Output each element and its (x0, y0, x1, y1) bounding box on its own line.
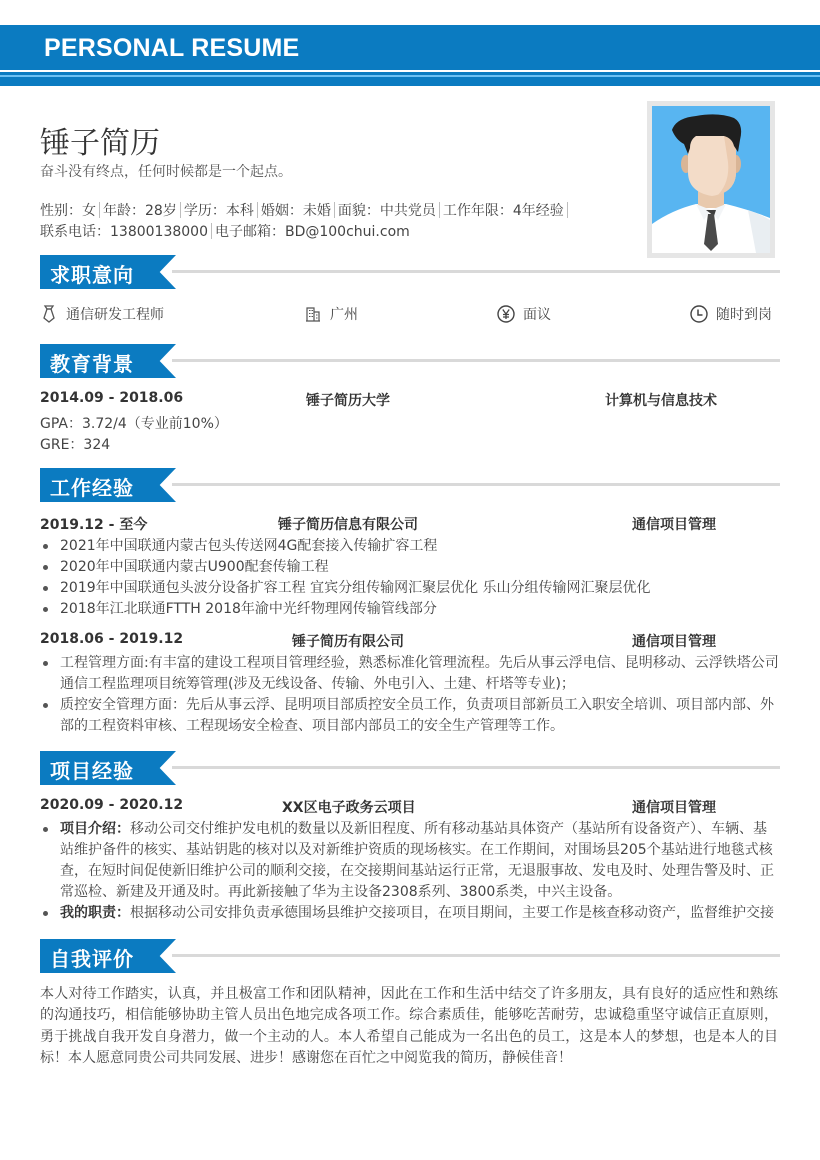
candidate-name: 锤子简历 (40, 126, 160, 161)
work-period: 2018.06 - 2019.12 (40, 631, 184, 647)
separator (334, 202, 335, 218)
header-title: PERSONAL RESUME (44, 34, 300, 62)
work-position: 通信项目管理 (632, 517, 716, 533)
list-item (40, 903, 780, 924)
work-company: 锤子简历有限公司 (292, 634, 404, 650)
education-period: 2014.09 - 2018.06 (40, 390, 184, 406)
heading-rule (172, 766, 780, 769)
contact-info-line (40, 221, 410, 241)
separator (180, 202, 181, 218)
project-row (40, 797, 780, 817)
intent-position (40, 304, 164, 324)
info-experience: 工作年限：4年经验 (442, 203, 564, 219)
heading-label: 项目经验 (50, 759, 134, 783)
heading-rule (172, 359, 780, 362)
info-gender: 性别：女 (40, 203, 96, 219)
intent-city-label: 广州 (330, 307, 358, 323)
info-education: 学历：本科 (183, 203, 254, 219)
project-role: 通信项目管理 (632, 800, 716, 816)
work-period: 2019.12 - 至今 (40, 517, 148, 533)
intent-city (304, 304, 358, 324)
info-age: 年龄：28岁 (103, 203, 177, 219)
heading-rule (172, 270, 780, 273)
list-item: 2019年中国联通包头波分设备扩容工程 宜宾分组传输网汇聚层优化 乐山分组传输网汇聚层优化 (40, 578, 780, 599)
avatar (647, 101, 775, 258)
info-political: 面貌：中共党员 (337, 203, 436, 219)
building-icon (304, 305, 322, 323)
section-heading-education (40, 344, 780, 378)
section-heading-project (40, 751, 780, 785)
separator (211, 223, 212, 239)
header-divider (0, 70, 820, 72)
clock-icon (690, 305, 708, 323)
education-major: 计算机与信息技术 (605, 393, 717, 409)
separator (567, 202, 568, 218)
work-1-bullets (40, 536, 780, 620)
project-period: 2020.09 - 2020.12 (40, 797, 184, 813)
list-item: 工程管理方面:有丰富的建设工程项目管理经验，熟悉标准化管理流程。先后从事云浮电信、昆明移动、云浮铁塔公司通信工程监理项目统筹管理(涉及无线设备、传输、外电引入、土建、杆塔等专业)； (40, 653, 780, 695)
intent-availability (690, 304, 772, 324)
list-item: 质控安全管理方面：先后从事云浮、昆明项目部质控安全员工作，负责项目部新员工入职安全培训、项目部内部、外部的工程资料审核、工程现场安全检查、项目部内部员工的安全生产管理等工作。 (40, 695, 780, 737)
list-item: 2018年江北联通FTTH 2018年渝中光纤物理网传输管线部分 (40, 599, 780, 620)
info-email: 电子邮箱：BD@100chui.com (214, 224, 410, 240)
education-gpa: GPA：3.72/4（专业前10%） (40, 416, 228, 432)
separator (439, 202, 440, 218)
work-row-1 (40, 514, 780, 534)
section-heading-self-evaluation (40, 939, 780, 973)
header-banner (0, 25, 820, 86)
education-school: 锤子简历大学 (306, 393, 390, 409)
tie-icon (40, 305, 58, 323)
motto: 奋斗没有终点，任何时候都是一个起点。 (40, 164, 292, 180)
avatar-illustration (652, 106, 770, 253)
project-name: XX区电子政务云项目 (282, 800, 416, 816)
work-position: 通信项目管理 (632, 634, 716, 650)
list-item: 2020年中国联通内蒙古U900配套传输工程 (40, 557, 780, 578)
info-phone: 联系电话：13800138000 (40, 224, 208, 240)
list-item (40, 819, 780, 903)
heading-rule (172, 954, 780, 957)
intent-salary (497, 304, 551, 324)
bullet-label: 我的职责： (60, 905, 130, 921)
basic-info-line (40, 200, 571, 220)
bullet-text: 根据移动公司安排负责承德围场县维护交接项目，在项目期间，主要工作是核查移动资产，监督维护交接 (130, 905, 774, 921)
work-2-bullets (40, 653, 780, 737)
heading-label: 工作经验 (50, 476, 134, 500)
self-evaluation-text: 本人对待工作踏实，认真，并且极富工作和团队精神，因此在工作和生活中结交了许多朋友，具有良好的适应性和熟练的沟通技巧，相信能够协助主管人员出色地完成各项工作。综合素质佳，能够吃苦耐劳，忠诚稳重坚守诚信正直原则，勇于挑战自我开发自身潜力，做一个主动的人。本人希望自己能成为一名出色的员工，这是本人的梦想，也是本人的目标！本人愿意同贵公司共同发展、进步！感谢您在百忙之中阅览我的简历，静候佳音！ (40, 986, 778, 1066)
bullet-label: 项目介绍： (60, 821, 130, 837)
intent-position-label: 通信研发工程师 (66, 307, 164, 323)
heading-label: 教育背景 (50, 352, 134, 376)
intent-salary-label: 面议 (523, 307, 551, 323)
education-row (40, 390, 780, 410)
section-heading-work (40, 468, 780, 502)
heading-label: 自我评价 (50, 947, 134, 971)
education-gre: GRE：324 (40, 437, 111, 453)
yen-icon (497, 305, 515, 323)
bullet-text: 移动公司交付维护发电机的数量以及新旧程度、所有移动基站具体资产（基站所有设备资产）、车辆、基站维护备件的核实、基站钥匙的核对以及对新维护资质的现场核实。在工作期间，对围场县205个基站进行地毯式核查，在短时间促使新旧维护公司的顺利交接，在交接期间基站运行正常，无退服事故、发电及时、处理告警及时、正常巡检、新建及开通及时。再此新接触了华为主设备2308系列、3800系类，中兴主设备。 (60, 821, 774, 900)
work-row-2 (40, 631, 780, 651)
heading-label: 求职意向 (50, 263, 134, 287)
header-accent-line (0, 75, 820, 77)
list-item: 2021年中国联通内蒙古包头传送网4G配套接入传输扩容工程 (40, 536, 780, 557)
heading-rule (172, 483, 780, 486)
intent-availability-label: 随时到岗 (716, 307, 772, 323)
info-marital: 婚姻：未婚 (260, 203, 331, 219)
project-bullets (40, 819, 780, 924)
separator (99, 202, 100, 218)
work-company: 锤子简历信息有限公司 (278, 517, 418, 533)
separator (257, 202, 258, 218)
section-heading-intent (40, 255, 780, 289)
